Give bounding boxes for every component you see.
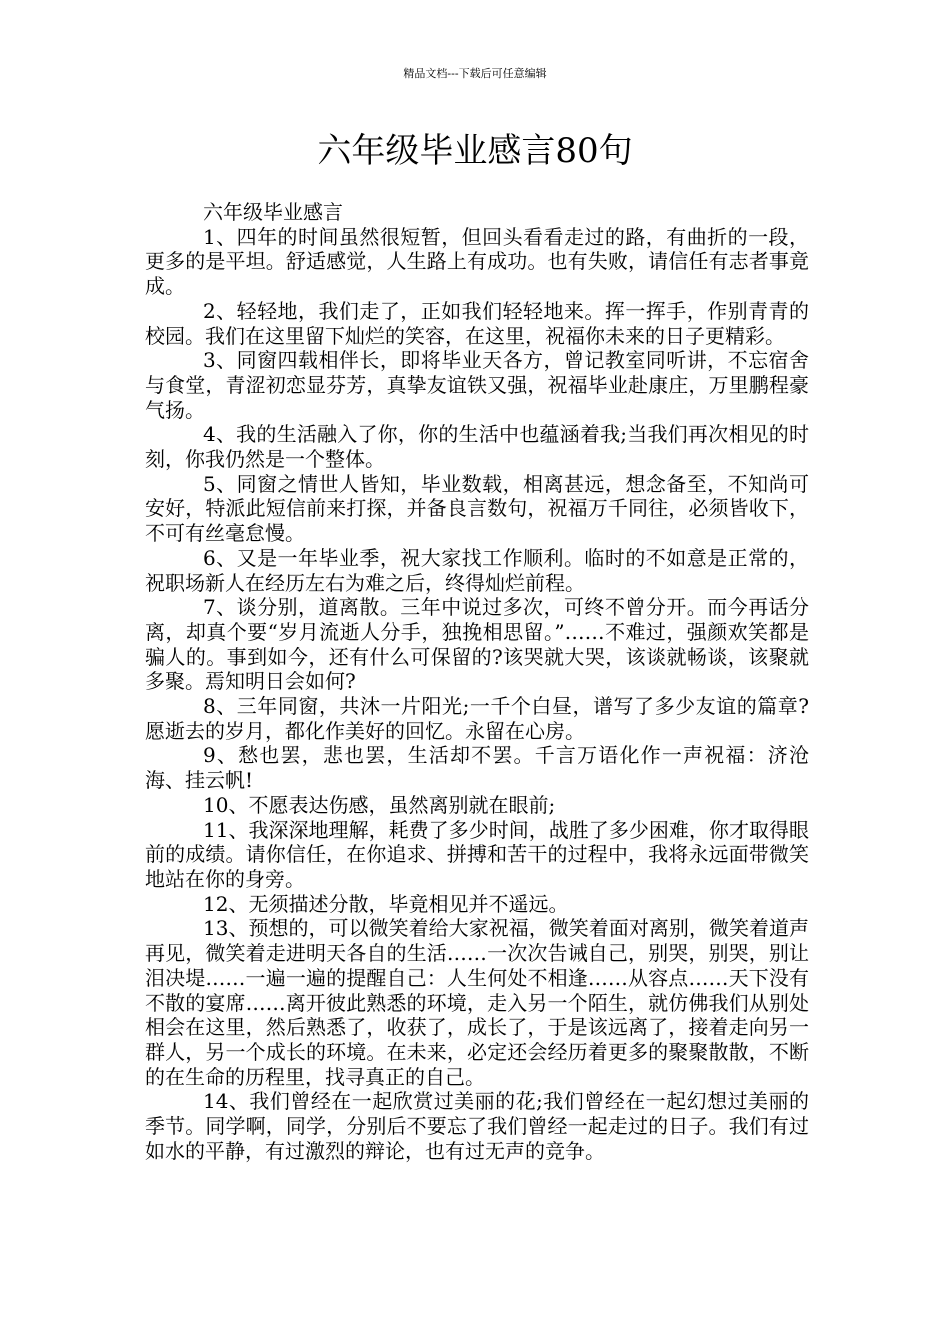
page-title: 六年级毕业感言80句 xyxy=(317,131,633,171)
paragraph: 12、无须描述分散，毕竟相见并不遥远。 xyxy=(203,891,569,916)
paragraph: 14、我们曾经在一起欣赏过美丽的花;我们曾经在一起幻想过美丽的季节。同学啊，同学，分别后不要忘了我们曾经一起走过的日子。我们有过如水的平静，有过激烈的辩论，也有过无声的竞争。 xyxy=(145,1089,809,1163)
paragraph: 13、预想的，可以微笑着给大家祝福，微笑着面对离别，微笑着道声再见，微笑着走进明天各自的生活……一次次告诫自己，别哭，别哭，别让泪决堤……一遍一遍的提醒自己：人生何处不相逢……从容点……天下没有不散的宴席……离开彼此熟悉的环境，走入另一个陌生，就仿佛我们从别处相会在这里，然后熟悉了，收获了，成长了，于是该远离了，接着走向另一群人，另一个成长的环境。在未来，必定还会经历着更多的聚聚散散，不断的在生命的历程里，找寻真正的自己。 xyxy=(145,916,809,1089)
paragraph: 7、谈分别，道离散。三年中说过多次，可终不曾分开。而今再话分离，却真个要“岁月流逝人分手，独挽相思留。”……不难过，强颜欢笑都是骗人的。事到如今，还有什么可保留的?该哭就大哭，该谈就畅谈，该聚就多聚。焉知明日会如何? xyxy=(145,595,809,694)
paragraph: 6、又是一年毕业季，祝大家找工作顺利。临时的不如意是正常的，祝职场新人在经历左右为难之后，终得灿烂前程。 xyxy=(145,545,809,595)
section-heading: 六年级毕业感言 xyxy=(203,200,343,224)
paragraph: 8、三年同窗，共沐一片阳光;一千个白昼，谱写了多少友谊的篇章?愿逝去的岁月，都化作美好的回忆。永留在心房。 xyxy=(145,694,809,743)
paragraph: 1、四年的时间虽然很短暂，但回头看看走过的路，有曲折的一段，更多的是平坦。舒适感觉，人生路上有成功。也有失败，请信任有志者事竟成。 xyxy=(145,224,809,299)
paragraph: 3、同窗四载相伴长，即将毕业天各方，曾记教室同听讲，不忘宿舍与食堂，青涩初恋显芬芳，真挚友谊铁又强，祝福毕业赴康庄，万里鹏程豪气扬。 xyxy=(145,348,809,422)
paragraph: 9、愁也罢，悲也罢，生活却不罢。千言万语化作一声祝福：济沧海、挂云帆! xyxy=(145,743,809,793)
paragraph: 5、同窗之情世人皆知，毕业数载，相离甚远，想念备至，不知尚可安好，特派此短信前来打探，并备良言数句，祝福万千同往，必须皆收下，不可有丝毫怠慢。 xyxy=(145,471,809,546)
paragraph: 2、轻轻地，我们走了，正如我们轻轻地来。挥一挥手，作别青青的校园。我们在这里留下灿烂的笑容，在这里，祝福你未来的日子更精彩。 xyxy=(145,298,809,348)
page-header: 精品文档---下载后可任意编辑 xyxy=(403,67,547,80)
paragraph: 10、不愿表达伤感，虽然离别就在眼前; xyxy=(203,792,556,817)
paragraph: 11、我深深地理解，耗费了多少时间，战胜了多少困难，你才取得眼前的成绩。请你信任，在你追求、拼搏和苦干的过程中，我将永远面带微笑地站在你的身旁。 xyxy=(145,817,809,891)
paragraph: 4、我的生活融入了你，你的生活中也蕴涵着我;当我们再次相见的时刻，你我仍然是一个整体。 xyxy=(145,422,809,472)
document-body xyxy=(145,200,809,1163)
